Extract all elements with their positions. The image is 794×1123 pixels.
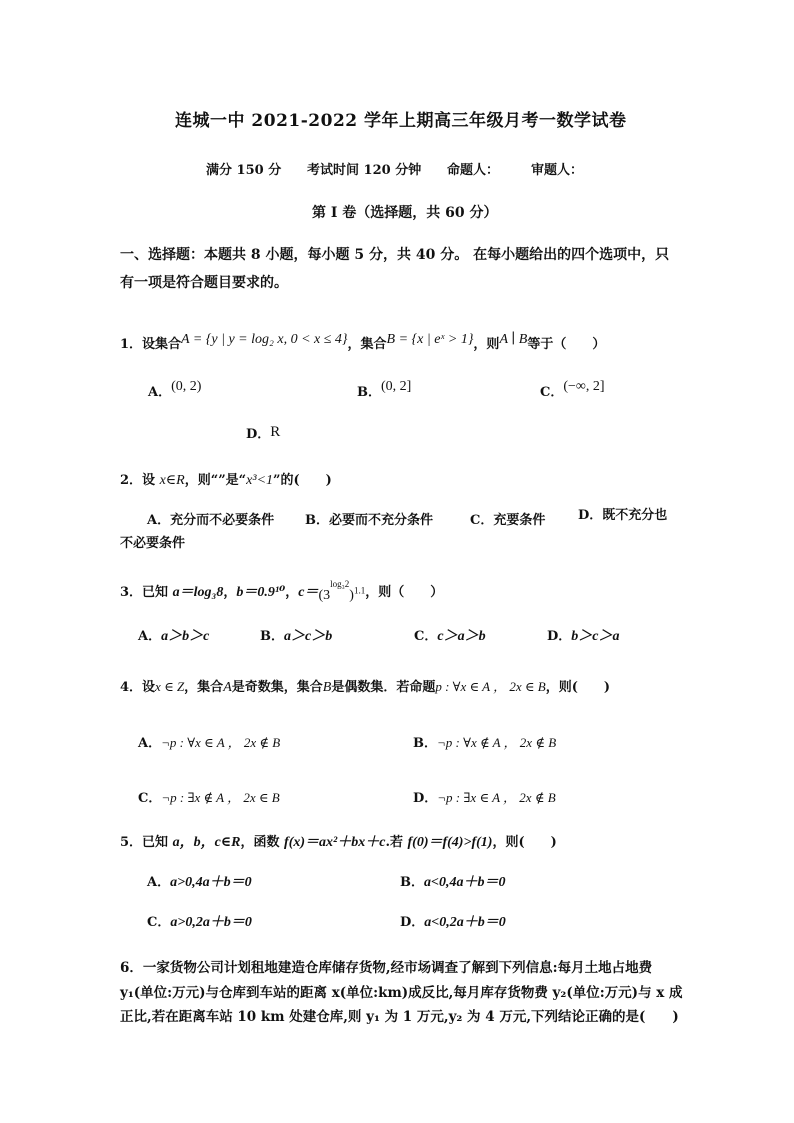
q1-expr: A ∣ B — [499, 332, 528, 347]
q3-b-expr: b＝0.9¹⁰ — [236, 585, 286, 600]
q5-vars: a，b，c∈R — [172, 835, 241, 850]
question-5 — [120, 831, 557, 851]
q3-option-d-text: b＞c＞a — [571, 629, 620, 644]
q3-option-b-text: a＞c＞b — [284, 629, 333, 644]
q5-text-c: .若 — [385, 835, 408, 850]
section-instructions: 一、选择题：本题共 8 小题，每小题 5 分，共 40 分。 在每小题给出的四个选项中，只有一项是符合题目要求的。 — [120, 247, 670, 291]
q5-option-c-label: C． — [147, 915, 171, 930]
q5-text-a: 5．已知 — [120, 835, 173, 850]
q1-tail1: ，则 — [473, 337, 500, 352]
exam-time: 考试时间 120 分钟 — [307, 163, 422, 178]
q1-option-b[interactable] — [357, 381, 411, 401]
q4-option-d-label: D． — [413, 791, 438, 806]
q3-c-base: 3 — [323, 588, 331, 603]
q1-tail2: 等于（ ） — [527, 337, 606, 352]
q1-set-a: A = {y | y = log₂ x, 0 < x ≤ 4} — [181, 332, 348, 347]
section-heading: 第 I 卷（选择题，共 60 分） — [312, 205, 498, 221]
question-3 — [120, 581, 443, 601]
q4-text-e: ，则( ) — [545, 680, 611, 695]
q3-text-a: 3．已知 — [120, 585, 173, 600]
q4-option-c-text: ¬p : ∃x ∉ A ， 2x ∈ B — [161, 790, 280, 805]
q1-option-a[interactable] — [148, 381, 201, 401]
q1-mid: ，集合 — [347, 337, 387, 352]
q5-cond: f(0)＝f(4)>f(1) — [407, 835, 493, 850]
q3-c-pow: 1.1 — [353, 585, 366, 596]
q5-option-c-text: a>0,2a＋b＝0 — [170, 915, 252, 930]
q1-option-c[interactable] — [540, 381, 605, 401]
q1-number: 1．设集合 — [120, 337, 182, 352]
q5-option-d-label: D． — [400, 915, 425, 930]
q5-func: f(x)＝ax²＋bx＋c — [284, 835, 386, 850]
reviewer-label: 审题人： — [531, 163, 584, 178]
q2-option-d-label: D． — [578, 508, 603, 523]
q5-option-a[interactable] — [147, 871, 252, 891]
q4-option-b-label: B． — [413, 736, 437, 751]
q1-option-a-label: A． — [148, 385, 172, 400]
question-1 — [120, 333, 605, 353]
q3-sep1: ， — [223, 585, 237, 600]
q2-option-c-label: C． — [470, 513, 494, 528]
q2-text-b: ，则“”是“ — [184, 473, 247, 488]
q3-sep2: ， — [285, 585, 299, 600]
q2-option-d-text: 既不充分也不必要条件 — [120, 508, 668, 551]
q4-a: A — [223, 680, 232, 695]
full-score: 满分 150 分 — [206, 163, 282, 178]
q2-var: x∈R — [159, 473, 185, 488]
q3-option-b-label: B． — [260, 629, 284, 644]
q6-line-3: 正比,若在距离车站 10 km 处建仓库,则 y₁ 为 1 万元,y₂ 为 4 万元,下列结论正确的是( ) — [120, 1009, 679, 1025]
q4-option-b[interactable] — [413, 732, 556, 751]
q2-option-c-text: 充要条件 — [493, 513, 546, 528]
q5-text-d: ，则( ) — [492, 835, 557, 850]
q1-option-d-text: R — [270, 424, 281, 440]
q1-option-c-label: C． — [540, 385, 564, 400]
q3-option-a-text: a＞b＞c — [161, 629, 210, 644]
q4-option-b-text: ¬p : ∀x ∉ A ， 2x ∉ B — [437, 735, 557, 750]
q2-option-a-label: A． — [147, 513, 171, 528]
q3-option-b[interactable] — [260, 625, 332, 645]
q5-option-b[interactable] — [400, 871, 505, 891]
q3-option-a[interactable] — [138, 625, 209, 645]
question-4 — [120, 676, 610, 696]
q2-cond: x³<1 — [246, 473, 274, 488]
q3-option-d[interactable] — [547, 625, 620, 645]
q1-option-d[interactable] — [246, 423, 280, 443]
author-label: 命题人： — [447, 163, 500, 178]
q2-text-c: ”的( ) — [273, 473, 332, 488]
q3-tail: ，则（ ） — [365, 585, 444, 600]
q4-text-a: 4．设 — [120, 680, 156, 695]
q5-option-c[interactable] — [147, 911, 252, 931]
q1-option-a-text: (0, 2) — [171, 379, 202, 394]
q4-text-d: 是偶数集．若命题 — [331, 680, 436, 695]
q5-text-b: ，函数 — [240, 835, 285, 850]
q2-option-b-text: 必要而不充分条件 — [329, 513, 434, 528]
q5-option-d-text: a<0,2a＋b＝0 — [424, 915, 506, 930]
exam-title: 连城一中 2021-2022 学年上期高三年级月考一数学试卷 — [175, 111, 627, 131]
q4-prop: p : ∀x ∈ A ， 2x ∈ B — [435, 679, 546, 694]
q3-c-value: $(3^{log_32})^{1.1}$ — [318, 579, 366, 603]
q4-text-b: ，集合 — [184, 680, 224, 695]
q5-option-b-label: B． — [400, 875, 424, 890]
q3-option-c-text: c＞a＞b — [437, 629, 486, 644]
q2-option-b-label: B． — [305, 513, 329, 528]
q1-option-d-label: D． — [246, 427, 271, 442]
q3-c-expr: c＝ — [298, 585, 319, 600]
q2-text-a: 2．设 — [120, 473, 160, 488]
q3-a-expr: a＝log₃8 — [172, 585, 224, 600]
q4-option-d-text: ¬p : ∃x ∈ A ， 2x ∉ B — [437, 790, 556, 805]
q3-option-c[interactable] — [414, 625, 486, 645]
q5-option-a-label: A． — [147, 875, 171, 890]
q1-set-b: B = {x | eˣ > 1} — [386, 332, 474, 347]
q5-option-b-text: a<0,4a＋b＝0 — [424, 875, 506, 890]
q3-c-sup: log₃2 — [330, 579, 350, 590]
q3-option-c-label: C． — [414, 629, 438, 644]
q4-b: B — [322, 680, 332, 695]
q4-xz: x ∈ Z — [155, 679, 185, 694]
q4-option-c-label: C． — [138, 791, 162, 806]
q4-option-d[interactable] — [413, 787, 556, 806]
q1-option-c-text: (−∞, 2] — [563, 379, 605, 394]
q2-option-a-text: 充分而不必要条件 — [170, 513, 275, 528]
question-2 — [120, 469, 332, 489]
q5-option-a-text: a>0,4a＋b＝0 — [170, 875, 252, 890]
q1-option-b-text: (0, 2] — [381, 379, 412, 394]
q4-option-a[interactable] — [138, 732, 280, 751]
q2-option-d[interactable] — [120, 502, 680, 558]
q4-option-c[interactable] — [138, 787, 280, 806]
q1-option-b-label: B． — [357, 385, 381, 400]
q3-option-d-label: D． — [547, 629, 572, 644]
q5-option-d[interactable] — [400, 911, 506, 931]
q4-option-a-text: ¬p : ∀x ∈ A ， 2x ∉ B — [161, 735, 281, 750]
q4-text-c: 是奇数集，集合 — [231, 680, 323, 695]
q4-option-a-label: A． — [138, 736, 162, 751]
q6-line-1: 6．一家货物公司计划租地建造仓库储存货物,经市场调查了解到下列信息:每月土地占地费 — [120, 960, 653, 976]
q3-option-a-label: A． — [138, 629, 162, 644]
q6-line-2: y₁(单位:万元)与仓库到车站的距离 x(单位:km)成反比,每月库存货物费 y₂(单位:万元)与 x 成 — [120, 985, 683, 1001]
